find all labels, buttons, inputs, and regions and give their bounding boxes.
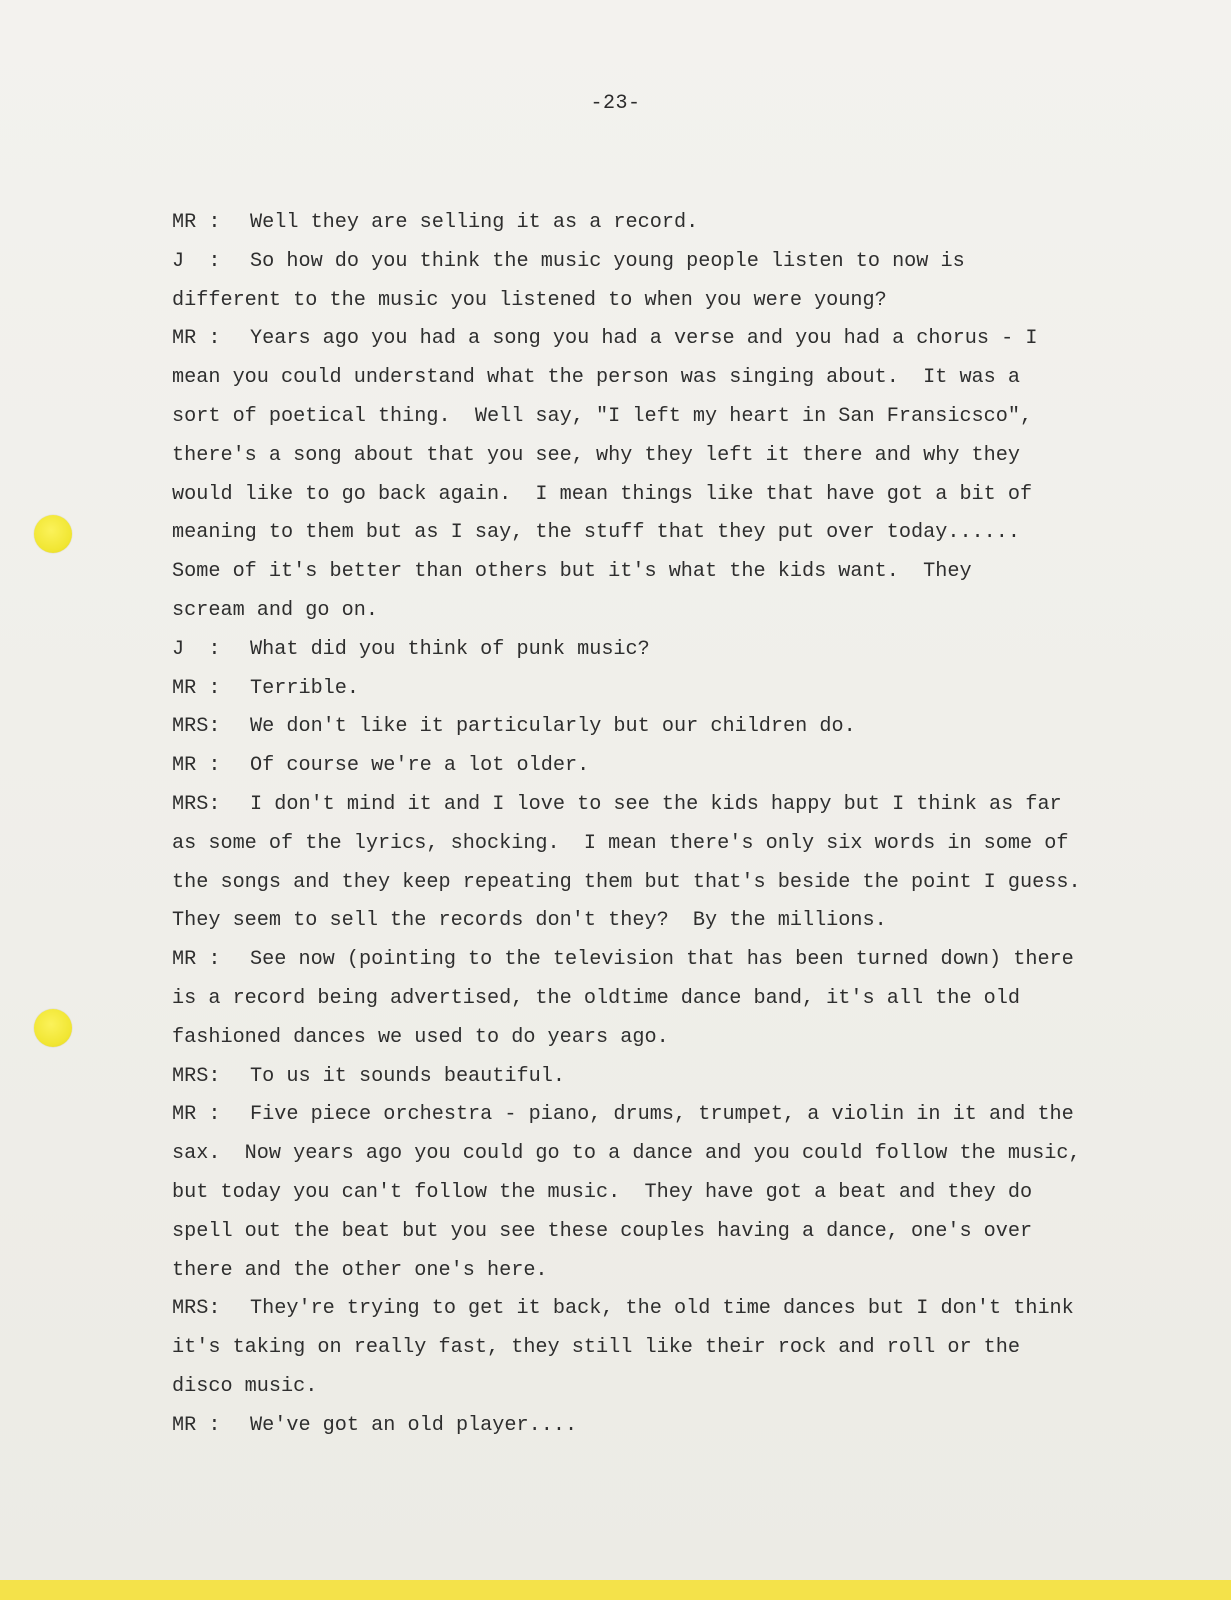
- interview-transcript: [172, 204, 1172, 1446]
- speaker-label: J :: [172, 637, 221, 661]
- transcript-turn: [172, 941, 1172, 1057]
- turn-text: Years ago you had a song you had a verse and you had a chorus - I mean you could understand what the person was singing about. It was a sort of poetical thing. Well say, "I left my heart in San Fransicsco", there's a song about that you see, why they left it there and why they would like to go back again. I mean things like that have got a bit of meaning to them but as I say, the stuff that they put over today...... Some of it's better than others but it's what the kids want. They scream and go on.: [172, 327, 1038, 622]
- turn-text: So how do you think the music young people listen to now is different to the music you listened to when you were young?: [172, 249, 965, 312]
- transcript-turn: [172, 670, 1172, 709]
- transcript-turn: [172, 1290, 1172, 1406]
- transcript-turn: [172, 1096, 1172, 1290]
- transcript-turn: [172, 1407, 1172, 1446]
- turn-text: Terrible.: [250, 676, 360, 700]
- turn-text: Of course we're a lot older.: [250, 754, 590, 778]
- turn-text: Five piece orchestra - piano, drums, trumpet, a violin in it and the sax. Now years ago you could go to a dance and you could follow the music, but today you can't follow the music. They have got a beat and they do spell out the beat but you see these couples having a dance, one's over there and the other one's here.: [172, 1103, 1081, 1282]
- speaker-label: MR :: [172, 1103, 221, 1127]
- speaker-label: MRS:: [172, 1297, 221, 1321]
- speaker-label: MR :: [172, 676, 221, 700]
- turn-text: We've got an old player....: [250, 1413, 578, 1437]
- transcript-turn: [172, 786, 1172, 941]
- speaker-label: MR :: [172, 754, 221, 778]
- binder-hole-top: [34, 515, 72, 553]
- transcript-turn: [172, 204, 1172, 243]
- turn-text: I don't mind it and I love to see the kids happy but I think as far as some of the lyrics, shocking. I mean there's only six words in some of the songs and they keep repeating them but that's beside the point I guess. They seem to sell the records don't they? By the millions.: [172, 792, 1081, 933]
- speaker-label: MRS:: [172, 715, 221, 739]
- page-number: -23-: [590, 92, 641, 115]
- transcript-turn: [172, 631, 1172, 670]
- speaker-label: MR :: [172, 211, 221, 234]
- speaker-label: MRS:: [172, 792, 221, 816]
- binder-hole-bottom: [34, 1009, 72, 1047]
- speaker-label: J :: [172, 249, 221, 273]
- turn-text: To us it sounds beautiful.: [250, 1064, 565, 1088]
- turn-text: See now (pointing to the television that has been turned down) there is a record being advertised, the oldtime dance band, it's all the old fashioned dances we used to do years ago.: [172, 948, 1074, 1049]
- transcript-turn: [172, 1058, 1172, 1097]
- turn-text: They're trying to get it back, the old time dances but I don't think it's taking on really fast, they still like their rock and roll or the disco music.: [172, 1297, 1074, 1398]
- turn-text: Well they are selling it as a record.: [250, 211, 699, 234]
- transcript-turn: [172, 708, 1172, 747]
- transcript-turn: [172, 320, 1172, 630]
- transcript-turn: [172, 747, 1172, 786]
- speaker-label: MRS:: [172, 1064, 221, 1088]
- speaker-label: MR :: [172, 948, 221, 972]
- turn-text: What did you think of punk music?: [250, 637, 650, 661]
- turn-text: We don't like it particularly but our children do.: [250, 715, 856, 739]
- transcript-turn: [172, 243, 1172, 321]
- speaker-label: MR :: [172, 327, 221, 351]
- speaker-label: MR :: [172, 1413, 221, 1437]
- bottom-paper-edge: [0, 1580, 1231, 1600]
